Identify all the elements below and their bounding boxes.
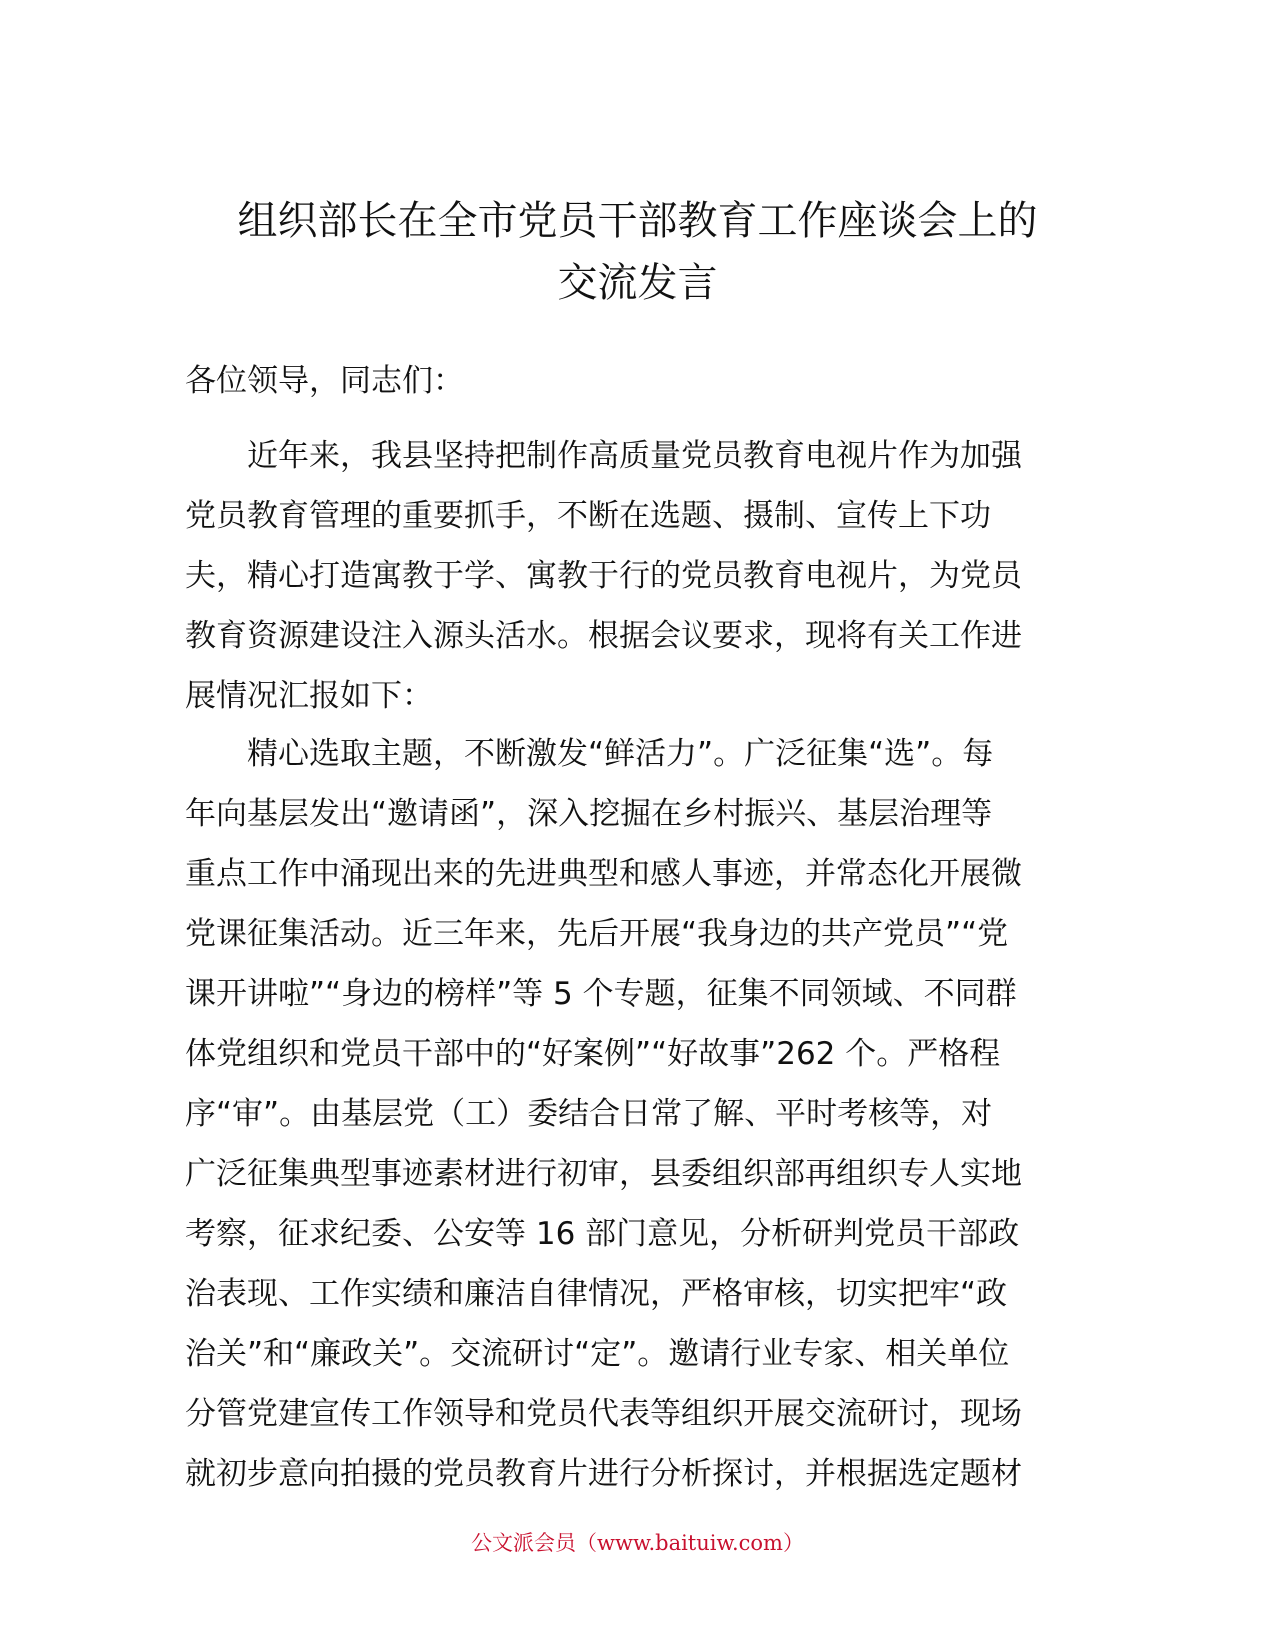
paragraph-line: 党员教育管理的重要抓手，不断在选题、摄制、宣传上下功 (185, 498, 991, 534)
paragraph-line: 考察，征求纪委、公安等 16 部门意见，分析研判党员干部政 (185, 1216, 1020, 1252)
paragraph-line: 体党组织和党员干部中的“好案例”“好故事”262 个。严格程 (185, 1036, 1001, 1072)
document-title (160, 190, 1115, 314)
paragraph-line: 精心选取主题，不断激发“鲜活力”。广泛征集“选”。每 (247, 736, 994, 772)
paragraph-line: 分管党建宣传工作领导和党员代表等组织开展交流研讨，现场 (185, 1396, 1022, 1432)
paragraph-line: 广泛征集典型事迹素材进行初审，县委组织部再组织专人实地 (185, 1156, 1022, 1192)
paragraph-line: 夫，精心打造寓教于学、寓教于行的党员教育电视片，为党员 (185, 558, 1022, 594)
footer-watermark-text: 公文派会员（www.baituiw.com） (471, 1531, 804, 1555)
paragraph-line: 党课征集活动。近三年来，先后开展“我身边的共产党员”“党 (185, 916, 1009, 952)
paragraph-line: 年向基层发出“邀请函”，深入挖掘在乡村振兴、基层治理等 (185, 796, 993, 832)
paragraph-line: 教育资源建设注入源头活水。根据会议要求，现将有关工作进 (185, 618, 1022, 654)
paragraph-line: 课开讲啦”“身边的榜样”等 5 个专题，征集不同领域、不同群 (185, 976, 1017, 1012)
paragraph-line: 治关”和“廉政关”。交流研讨“定”。邀请行业专家、相关单位 (185, 1336, 1010, 1372)
title-line-1: 组织部长在全市党员干部教育工作座谈会上的 (237, 198, 1038, 244)
paragraph-line: 就初步意向拍摄的党员教育片进行分析探讨，并根据选定题材 (185, 1456, 1022, 1492)
paragraph-line: 治表现、工作实绩和廉洁自律情况，严格审核，切实把牢“政 (185, 1276, 1008, 1312)
paragraph-intro (185, 426, 1090, 726)
paragraph-line: 序“审”。由基层党（工）委结合日常了解、平时考核等，对 (185, 1096, 993, 1132)
salutation: 各位领导，同志们： (185, 363, 464, 399)
paragraph-line: 展情况汇报如下： (185, 678, 433, 714)
title-line-2: 交流发言 (557, 260, 718, 306)
paragraph-theme-selection (185, 724, 1090, 1504)
paragraph-line: 近年来，我县坚持把制作高质量党员教育电视片作为加强 (247, 438, 1022, 474)
paragraph-line: 重点工作中涌现出来的先进典型和感人事迹，并常态化开展微 (185, 856, 1022, 892)
